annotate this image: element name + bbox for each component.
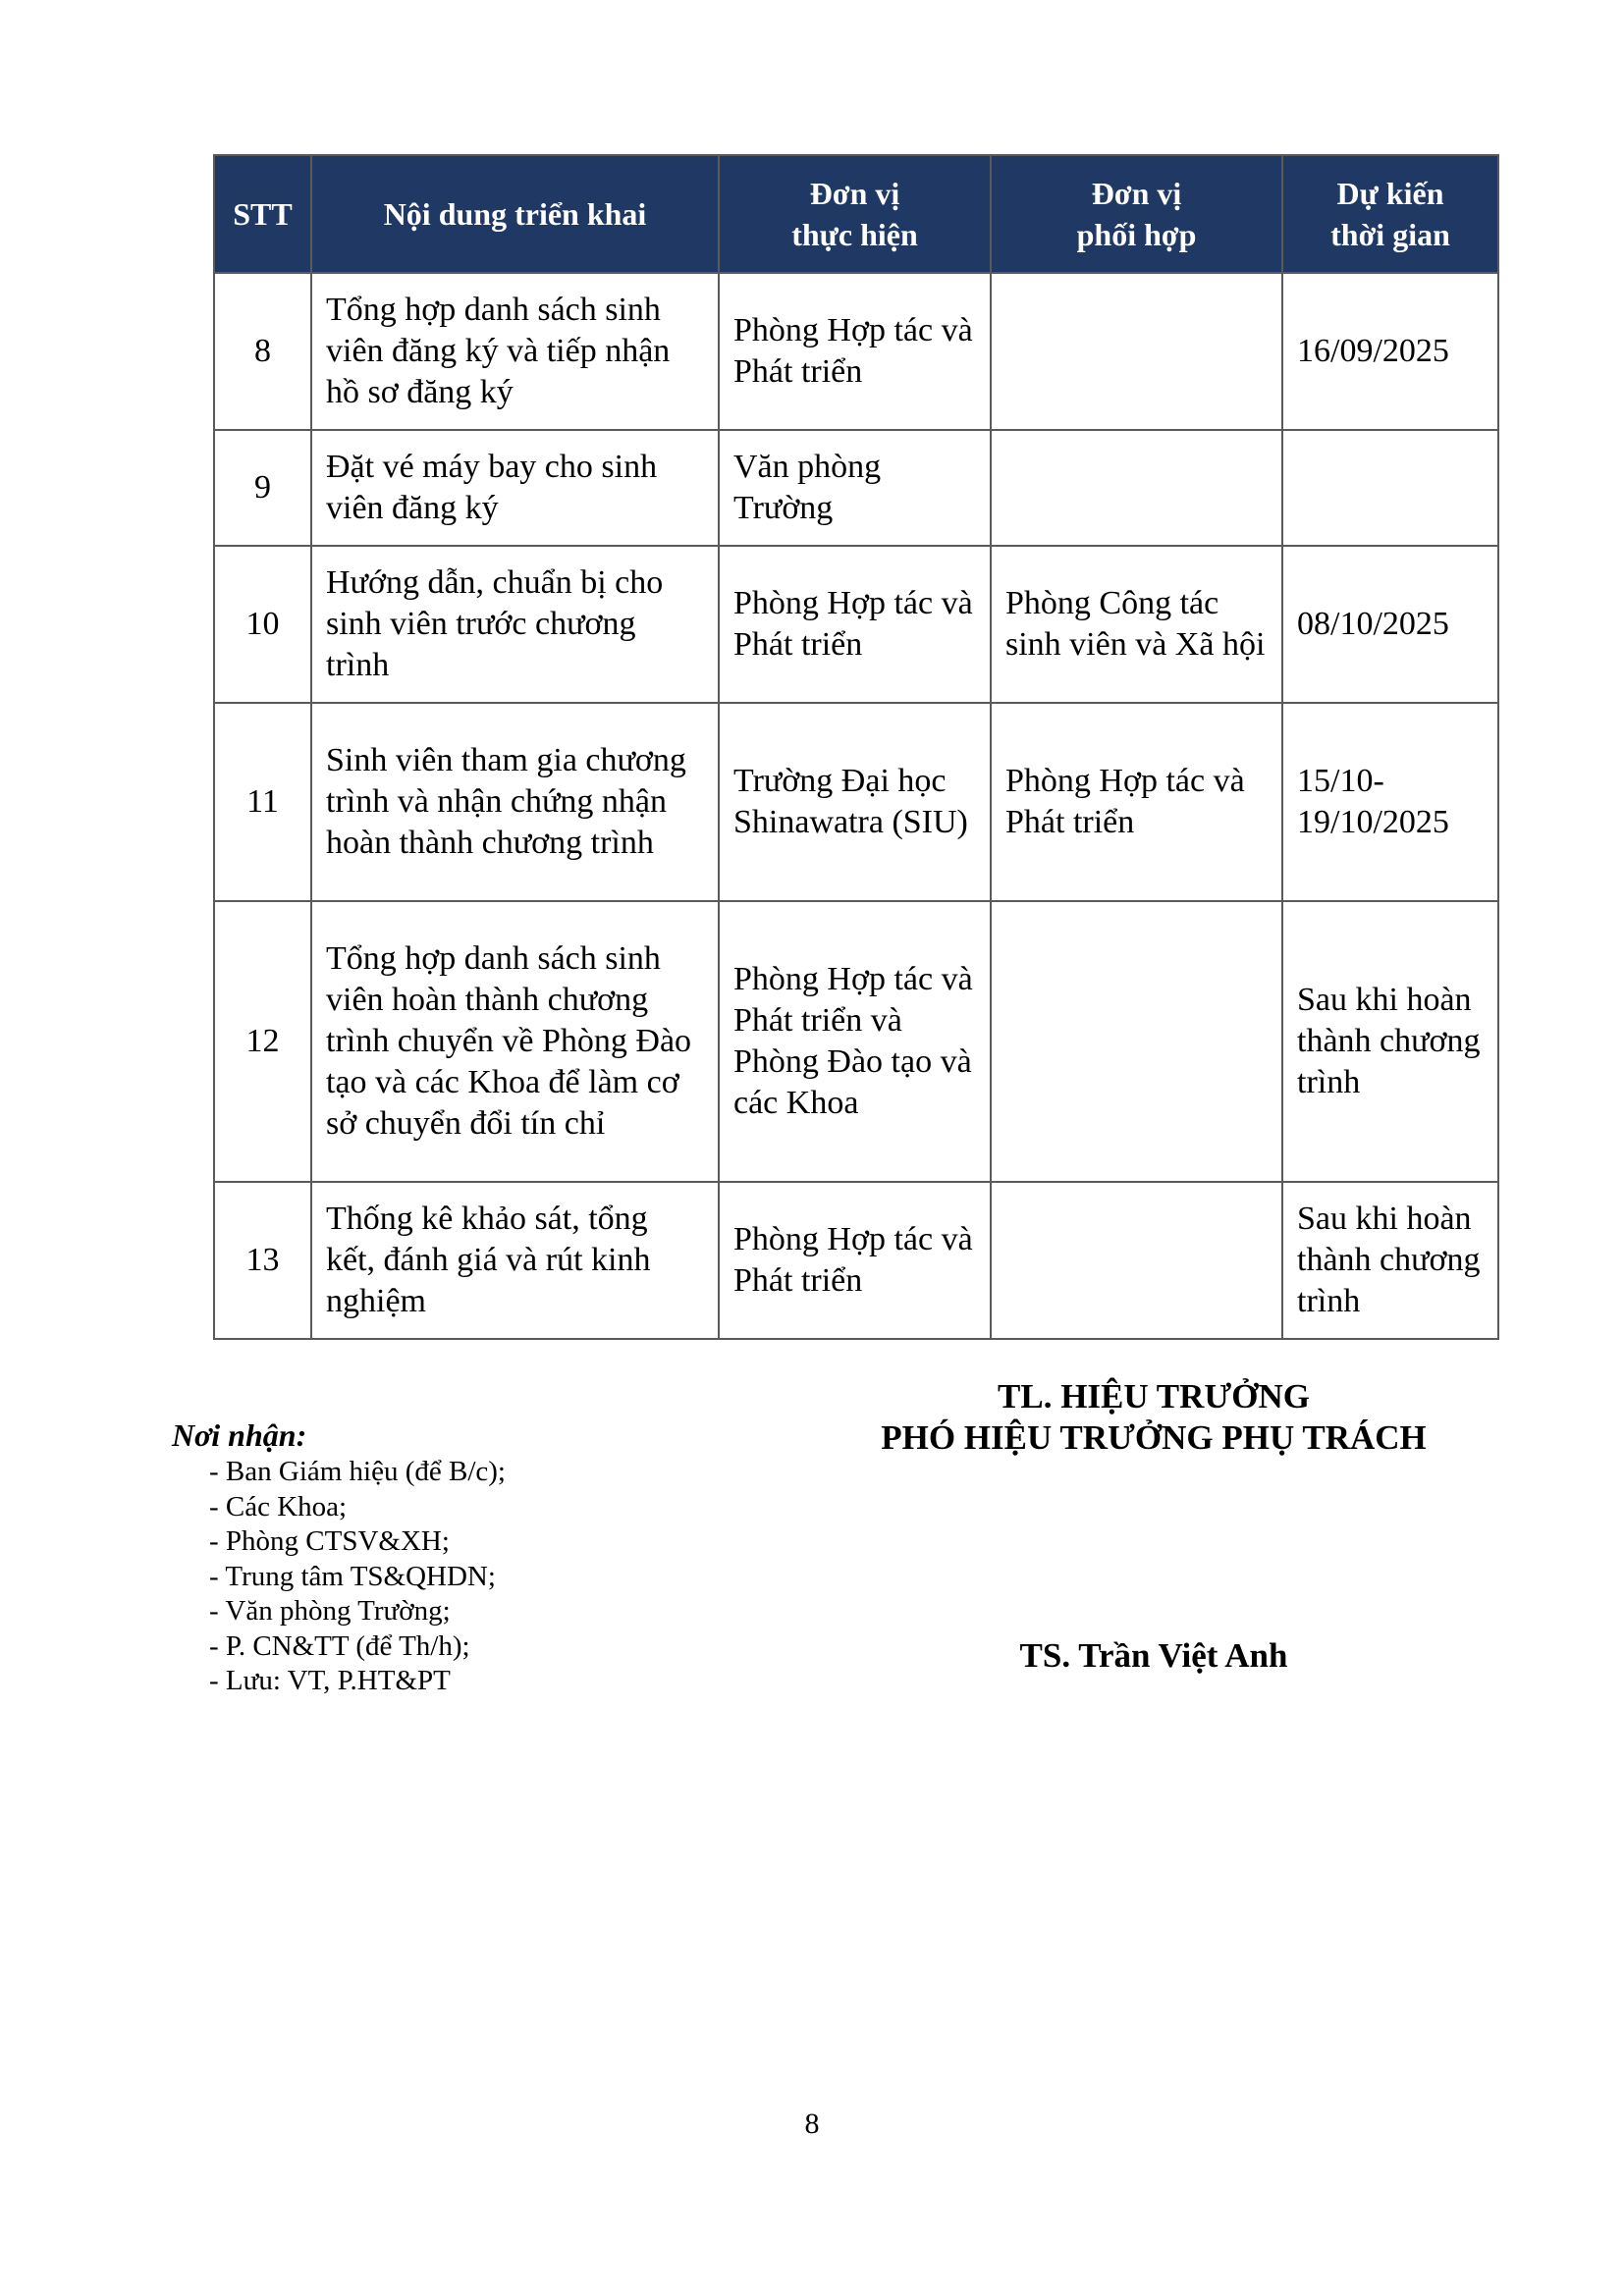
cell-time: 16/09/2025 — [1282, 273, 1498, 430]
cell-executor: Trường Đại học Shinawatra (SIU) — [719, 703, 991, 901]
cell-stt: 12 — [214, 901, 311, 1182]
table-row — [214, 1182, 1498, 1339]
cell-content: Sinh viên tham gia chương trình và nhận chứng nhận hoàn thành chương trình — [311, 703, 719, 901]
cell-time: Sau khi hoàn thành chương trình — [1282, 901, 1498, 1182]
signature-title-line2: PHÓ HIỆU TRƯỞNG PHỤ TRÁCH — [881, 1418, 1427, 1457]
signature-title-line1: TL. HIỆU TRƯỞNG — [998, 1377, 1310, 1415]
cell-time: 15/10-19/10/2025 — [1282, 703, 1498, 901]
list-item: - Ban Giám hiệu (để B/c); — [209, 1456, 506, 1487]
list-item: - Các Khoa; — [209, 1490, 348, 1522]
cell-coordinator — [991, 273, 1282, 430]
cell-coordinator: Phòng Công tác sinh viên và Xã hội — [991, 546, 1282, 703]
cell-coordinator: Phòng Hợp tác và Phát triển — [991, 703, 1282, 901]
cell-stt: 9 — [214, 430, 311, 546]
cell-stt: 13 — [214, 1182, 311, 1339]
recipients-block — [172, 1415, 506, 1699]
cell-stt: 11 — [214, 703, 311, 901]
cell-coordinator — [991, 901, 1282, 1182]
list-item: - Văn phòng Trường; — [209, 1595, 451, 1627]
implementation-plan-table — [213, 154, 1499, 1340]
table-row — [214, 546, 1498, 703]
cell-coordinator — [991, 430, 1282, 546]
page-number: 8 — [804, 2108, 820, 2140]
cell-coordinator — [991, 1182, 1282, 1339]
signer-name: TS. Trần Việt Anh — [1019, 1636, 1288, 1675]
cell-time: 08/10/2025 — [1282, 546, 1498, 703]
table-row — [214, 703, 1498, 901]
cell-executor: Phòng Hợp tác và Phát triển và Phòng Đào tạo và các Khoa — [719, 901, 991, 1182]
cell-executor: Phòng Hợp tác và Phát triển — [719, 546, 991, 703]
recipients-list — [172, 1455, 506, 1699]
table-row — [214, 273, 1498, 430]
cell-time: Sau khi hoàn thành chương trình — [1282, 1182, 1498, 1339]
table-row — [214, 901, 1498, 1182]
list-item: - Trung tâm TS&QHDN; — [209, 1560, 496, 1592]
cell-content: Hướng dẫn, chuẩn bị cho sinh viên trước chương trình — [311, 546, 719, 703]
cell-content: Đặt vé máy bay cho sinh viên đăng ký — [311, 430, 719, 546]
header-executor: Đơn vị thực hiện — [719, 155, 991, 273]
cell-executor: Phòng Hợp tác và Phát triển — [719, 1182, 991, 1339]
list-item: - Lưu: VT, P.HT&PT — [209, 1665, 451, 1696]
cell-executor: Văn phòng Trường — [719, 430, 991, 546]
header-content: Nội dung triển khai — [311, 155, 719, 273]
list-item: - Phòng CTSV&XH; — [209, 1525, 450, 1557]
table-header-row — [214, 155, 1498, 273]
list-item: - P. CN&TT (để Th/h); — [209, 1629, 470, 1662]
table-row — [214, 430, 1498, 546]
cell-time — [1282, 430, 1498, 546]
cell-executor: Phòng Hợp tác và Phát triển — [719, 273, 991, 430]
cell-content: Tổng hợp danh sách sinh viên hoàn thành chương trình chuyển về Phòng Đào tạo và các Khoa để làm cơ sở chuyển đổi tín chỉ — [311, 901, 719, 1182]
cell-content: Thống kê khảo sát, tổng kết, đánh giá và rút kinh nghiệm — [311, 1182, 719, 1339]
header-coordinator: Đơn vị phối hợp — [991, 155, 1282, 273]
recipients-label: Nơi nhận: — [172, 1417, 307, 1453]
cell-stt: 10 — [214, 546, 311, 703]
header-time: Dự kiến thời gian — [1282, 155, 1498, 273]
cell-content: Tổng hợp danh sách sinh viên đăng ký và tiếp nhận hồ sơ đăng ký — [311, 273, 719, 430]
signature-block — [815, 1376, 1492, 1677]
header-stt: STT — [214, 155, 311, 273]
cell-stt: 8 — [214, 273, 311, 430]
